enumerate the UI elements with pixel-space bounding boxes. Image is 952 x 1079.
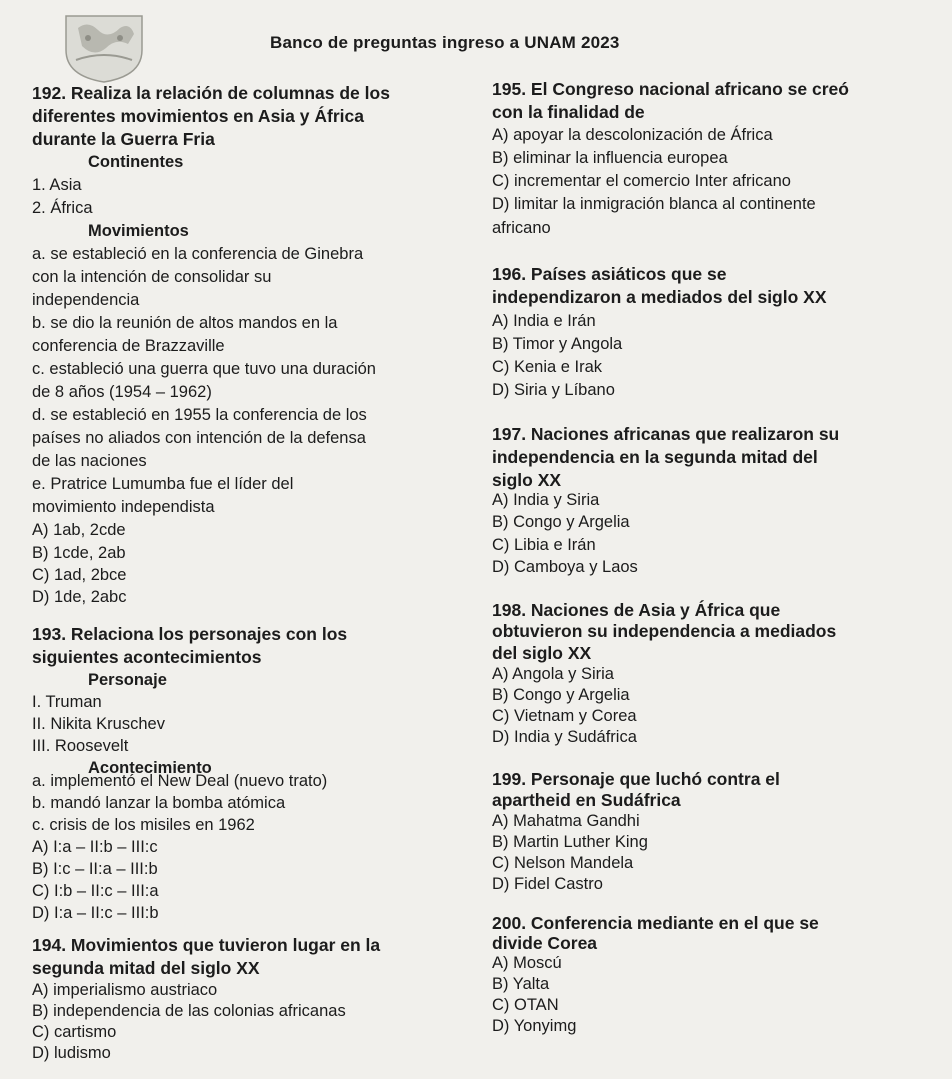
movimiento-line: países no aliados con intención de la defensa xyxy=(32,429,366,447)
question-198-line-3: del siglo XX xyxy=(492,643,592,663)
acontecimiento-item: b. mandó lanzar la bomba atómica xyxy=(32,794,286,812)
question-199-line-2: apartheid en Sudáfrica xyxy=(492,790,681,810)
question-192-line-2: diferentes movimientos en Asia y África xyxy=(32,106,364,126)
answer-option[interactable]: A) I:a – II:b – III:c xyxy=(32,838,158,856)
question-197-line-2: independencia en la segunda mitad del xyxy=(492,447,818,467)
acontecimiento-item: a. implementó el New Deal (nuevo trato) xyxy=(32,772,328,790)
answer-option[interactable]: D) Siria y Líbano xyxy=(492,381,615,399)
answer-option[interactable]: C) Vietnam y Corea xyxy=(492,707,637,725)
personaje-item: I. Truman xyxy=(32,693,102,711)
movimiento-line: conferencia de Brazzaville xyxy=(32,337,225,355)
question-200-line-2: divide Corea xyxy=(492,933,598,953)
answer-option[interactable]: C) Libia e Irán xyxy=(492,536,596,554)
question-198-line-1: 198. Naciones de Asia y África que xyxy=(492,600,781,620)
answer-option[interactable]: B) independencia de las colonias africanas xyxy=(32,1002,346,1020)
question-195-line-1: 195. El Congreso nacional africano se creó xyxy=(492,79,849,99)
answer-option[interactable]: D) ludismo xyxy=(32,1044,111,1062)
question-194-line-1: 194. Movimientos que tuvieron lugar en la xyxy=(32,935,381,955)
answer-option[interactable]: A) India e Irán xyxy=(492,312,596,330)
movimiento-line: e. Pratrice Lumumba fue el líder del xyxy=(32,475,294,493)
acontecimiento-item: c. crisis de los misiles en 1962 xyxy=(32,816,255,834)
movimientos-heading: Movimientos xyxy=(88,222,189,240)
page-title: Banco de preguntas ingreso a UNAM 2023 xyxy=(270,33,620,52)
personaje-heading: Personaje xyxy=(88,671,167,689)
answer-option[interactable]: B) eliminar la influencia europea xyxy=(492,149,728,167)
answer-option[interactable]: B) Martin Luther King xyxy=(492,833,648,851)
question-192-line-1: 192. Realiza la relación de columnas de los xyxy=(32,83,390,103)
answer-option[interactable]: D) I:a – II:c – III:b xyxy=(32,904,159,922)
answer-option[interactable]: D) Fidel Castro xyxy=(492,875,603,893)
question-193-line-2: siguientes acontecimientos xyxy=(32,647,262,667)
answer-option[interactable]: D) India y Sudáfrica xyxy=(492,728,637,746)
answer-option[interactable]: A) Angola y Siria xyxy=(492,665,614,683)
answer-option[interactable]: C) Kenia e Irak xyxy=(492,358,603,376)
movimiento-line: de 8 años (1954 – 1962) xyxy=(32,383,212,401)
answer-option[interactable]: C) OTAN xyxy=(492,996,559,1014)
movimiento-line: con la intención de consolidar su xyxy=(32,268,272,286)
question-193-line-1: 193. Relaciona los personajes con los xyxy=(32,624,348,644)
answer-option[interactable]: A) Moscú xyxy=(492,954,562,972)
answer-option[interactable]: D) Camboya y Laos xyxy=(492,558,638,576)
answer-option[interactable]: B) Congo y Argelia xyxy=(492,513,630,531)
answer-option[interactable]: B) I:c – II:a – III:b xyxy=(32,860,158,878)
question-200-line-1: 200. Conferencia mediante en el que se xyxy=(492,913,819,933)
answer-option[interactable]: D) Yonyimg xyxy=(492,1017,577,1035)
answer-option[interactable]: C) incrementar el comercio Inter africano xyxy=(492,172,791,190)
unam-shield-logo xyxy=(58,10,150,84)
movimiento-line: d. se estableció en 1955 la conferencia de los xyxy=(32,406,367,424)
answer-option[interactable]: C) 1ad, 2bce xyxy=(32,566,127,584)
answer-option[interactable]: C) cartismo xyxy=(32,1023,117,1041)
continentes-heading: Continentes xyxy=(88,153,184,171)
question-197-line-1: 197. Naciones africanas que realizaron su xyxy=(492,424,840,444)
question-197-line-3: siglo XX xyxy=(492,470,562,490)
question-198-line-2: obtuvieron su independencia a mediados xyxy=(492,621,837,641)
answer-option[interactable]: A) Mahatma Gandhi xyxy=(492,812,640,830)
movimiento-line: a. se estableció en la conferencia de Ginebra xyxy=(32,245,364,263)
answer-option[interactable]: A) India y Siria xyxy=(492,491,600,509)
movimiento-line: c. estableció una guerra que tuvo una duración xyxy=(32,360,376,378)
answer-option[interactable]: A) imperialismo austriaco xyxy=(32,981,218,999)
answer-option[interactable]: D) limitar la inmigración blanca al continente xyxy=(492,195,816,213)
question-196-line-1: 196. Países asiáticos que se xyxy=(492,264,727,284)
personaje-item: II. Nikita Kruschev xyxy=(32,715,165,733)
movimiento-line: de las naciones xyxy=(32,452,147,470)
continente-item: 1. Asia xyxy=(32,176,82,194)
question-192-line-3: durante la Guerra Fria xyxy=(32,129,215,149)
movimiento-line: independencia xyxy=(32,291,140,309)
question-196-line-2: independizaron a mediados del siglo XX xyxy=(492,287,827,307)
answer-option[interactable]: B) Yalta xyxy=(492,975,550,993)
answer-option[interactable]: D) 1de, 2abc xyxy=(32,588,127,606)
answer-option[interactable]: A) apoyar la descolonización de África xyxy=(492,126,773,144)
answer-option[interactable]: C) I:b – II:c – III:a xyxy=(32,882,159,900)
question-199-line-1: 199. Personaje que luchó contra el xyxy=(492,769,780,789)
personaje-item: III. Roosevelt xyxy=(32,737,129,755)
answer-option[interactable]: B) Congo y Argelia xyxy=(492,686,630,704)
answer-option[interactable]: A) 1ab, 2cde xyxy=(32,521,126,539)
question-194-line-2: segunda mitad del siglo XX xyxy=(32,958,260,978)
movimiento-line: b. se dio la reunión de altos mandos en la xyxy=(32,314,338,332)
answer-option[interactable]: C) Nelson Mandela xyxy=(492,854,634,872)
answer-option-continued: africano xyxy=(492,219,551,237)
continente-item: 2. África xyxy=(32,199,93,217)
movimiento-line: movimiento independista xyxy=(32,498,215,516)
question-195-line-2: con la finalidad de xyxy=(492,102,645,122)
answer-option[interactable]: B) Timor y Angola xyxy=(492,335,623,353)
answer-option[interactable]: B) 1cde, 2ab xyxy=(32,544,126,562)
acontecimiento-heading: Acontecimiento xyxy=(88,759,212,777)
